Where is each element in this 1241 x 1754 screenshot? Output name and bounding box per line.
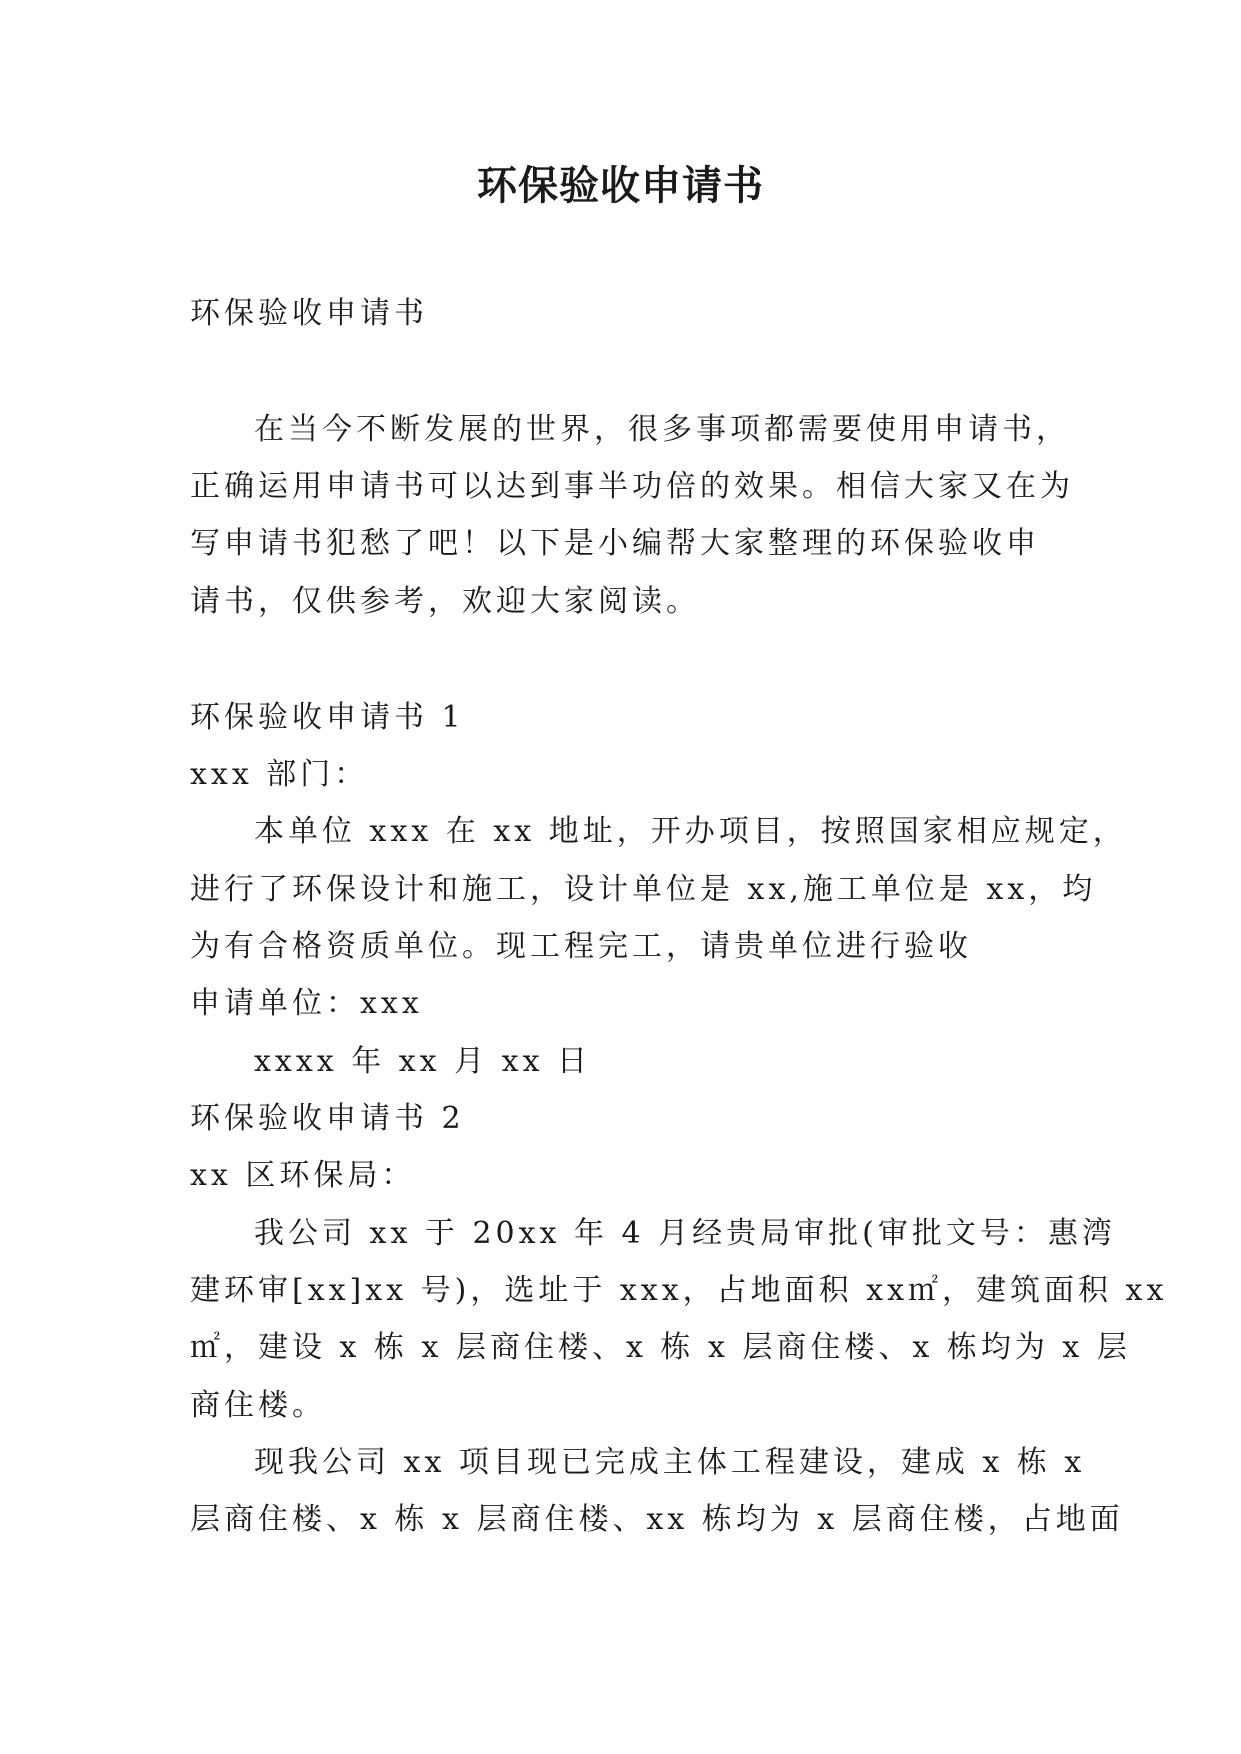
section-2-heading: 环保验收申请书 2 xyxy=(190,1101,465,1136)
section-2-para-1-line: 商住楼。 xyxy=(190,1388,326,1423)
section-1-body-line: 为有合格资质单位。现工程完工，请贵单位进行验收 xyxy=(190,929,972,964)
section-2-para-2-line: 层商住楼、x 栋 x 层商住楼、xx 栋均为 x 层商住楼，占地面 xyxy=(190,1502,1124,1537)
section-1-applicant: 申请单位：xxx xyxy=(190,986,423,1021)
section-1-heading: 环保验收申请书 1 xyxy=(190,700,465,735)
document-subtitle: 环保验收申请书 xyxy=(190,296,428,331)
section-2-para-1-line: 我公司 xx 于 20xx 年 4 月经贵局审批(审批文号：惠湾 xyxy=(254,1216,1116,1251)
section-2-recipient: xx 区环保局： xyxy=(190,1158,416,1193)
section-1-date: xxxx 年 xx 月 xx 日 xyxy=(254,1044,592,1079)
intro-line: 请书，仅供参考，欢迎大家阅读。 xyxy=(190,584,700,619)
intro-line: 在当今不断发展的世界，很多事项都需要使用申请书， xyxy=(254,412,1070,447)
intro-line: 正确运用申请书可以达到事半功倍的效果。相信大家又在为 xyxy=(190,469,1074,504)
section-2-para-1-line: 建环审[xx]xx 号)，选址于 xxx，占地面积 xx㎡，建筑面积 xx xyxy=(190,1273,1168,1308)
section-2-para-2-line: 现我公司 xx 项目现已完成主体工程建设，建成 x 栋 x xyxy=(254,1445,1086,1480)
section-1-body-line: 进行了环保设计和施工，设计单位是 xx,施工单位是 xx，均 xyxy=(190,872,1097,907)
intro-line: 写申请书犯愁了吧！以下是小编帮大家整理的环保验收申 xyxy=(190,526,1040,561)
section-1-recipient: xxx 部门： xyxy=(190,757,369,792)
document-title: 环保验收申请书 xyxy=(477,162,764,209)
section-1-body-line: 本单位 xxx 在 xx 地址，开办项目，按照国家相应规定， xyxy=(254,814,1127,849)
section-2-para-1-line: ㎡，建设 x 栋 x 层商住楼、x 栋 x 层商住楼、x 栋均为 x 层 xyxy=(190,1330,1131,1365)
